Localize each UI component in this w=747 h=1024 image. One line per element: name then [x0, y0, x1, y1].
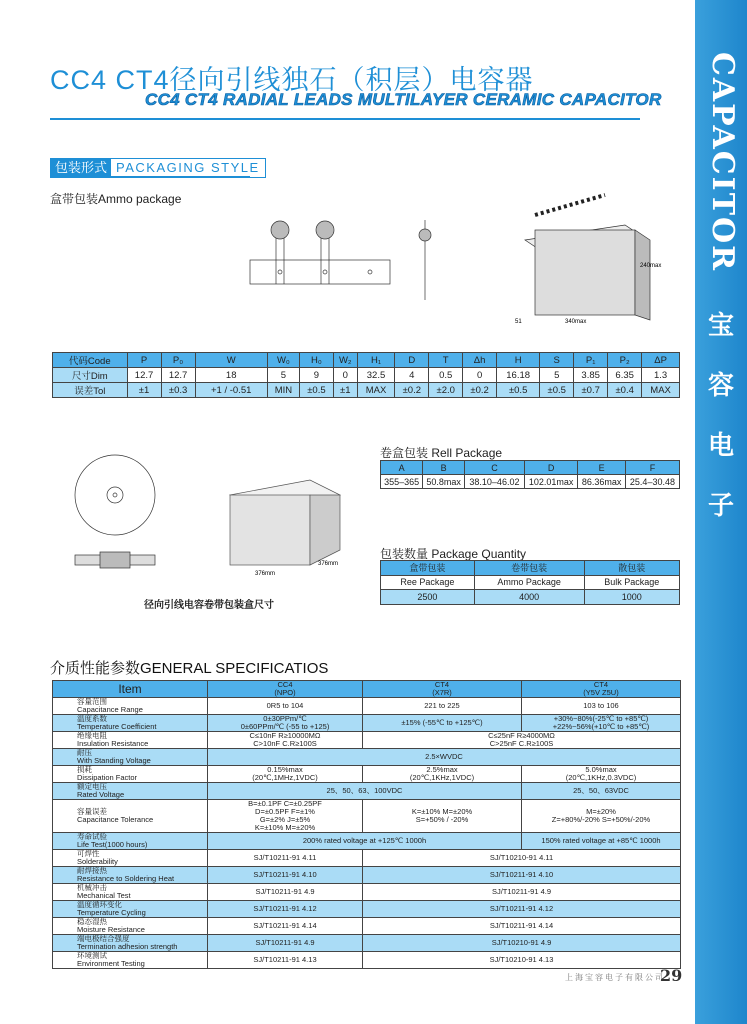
reel-caption: 径向引线电容卷带包装盒尺寸 [144, 600, 274, 611]
spec-row [53, 783, 681, 800]
item-en: Life Test(1000 hours) [77, 840, 148, 849]
column-header: B [423, 461, 465, 475]
item-cn: 容量误差 [77, 807, 107, 816]
table-header-row [53, 353, 680, 368]
spec-value: M=±20% Z=+80%/-20% S=+50%/-20% [522, 800, 681, 833]
item-cn: 端电极结合强度 [77, 934, 130, 943]
spec-item [53, 833, 208, 850]
table-cell: Bulk Package [584, 575, 679, 590]
table-cell: 3.85 [574, 368, 608, 383]
column-header: 代码Code [53, 353, 128, 368]
item-en: With Standing Voltage [77, 756, 151, 765]
table-cell: 6.35 [608, 368, 642, 383]
item-en: Dissipation Factor [77, 773, 138, 782]
column-header: W₂ [333, 353, 357, 368]
column-header: H [497, 353, 540, 368]
column-header: A [381, 461, 423, 475]
item-cn: 机械冲击 [77, 883, 107, 892]
table-row [381, 475, 680, 489]
table-cell: MIN [267, 383, 299, 398]
table-cell: 25.4–30.48 [625, 475, 679, 489]
spec-value: SJ/T10211-91 4.12 [208, 901, 363, 918]
spec-value: SJ/T10211-91 4.13 [208, 952, 363, 969]
spec-value: SJ/T10211-91 4.9 [208, 935, 363, 952]
band-title: CAPACITOR [705, 52, 740, 273]
table-cell: 12.7 [161, 368, 195, 383]
column-header: P₀ [161, 353, 195, 368]
spec-value: 0R5 to 104 [208, 698, 363, 715]
table-cell: ±0.5 [540, 383, 574, 398]
column-header: C [464, 461, 524, 475]
section-en: PACKAGING STYLE [116, 160, 260, 175]
spec-value: 150% rated voltage at +85℃ 1000h [522, 833, 681, 850]
spec-item [53, 918, 208, 935]
spec-item [53, 867, 208, 884]
spec-value: 5.0%max (20℃,1KHz,0.3VDC) [522, 766, 681, 783]
table-cell: +1 / -0.51 [195, 383, 267, 398]
spec-value: 2.5%max (20℃,1KHz,1VDC) [363, 766, 522, 783]
column-header: H₁ [357, 353, 395, 368]
table-header-row [381, 561, 680, 576]
spec-value: SJ/T10210-91 4.13 [363, 952, 681, 969]
table-cell: ±0.5 [497, 383, 540, 398]
table-cell: 355–365 [381, 475, 423, 489]
table-cell: ±0.5 [299, 383, 333, 398]
item-cn: 额定电压 [77, 782, 107, 791]
spec-value: C≤10nF R≥10000MΩ C>10nF C.R≥100S [208, 732, 363, 749]
item-cn: 耐焊接热 [77, 866, 107, 875]
spec-value: SJ/T10211-91 4.14 [363, 918, 681, 935]
band-char: 容 [707, 371, 734, 401]
spec-row [53, 800, 681, 833]
table-cell: 9 [299, 368, 333, 383]
item-en: Termination adhesion strength [77, 942, 178, 951]
spec-title: 介质性能参数GENERAL SPECIFICATIOS [50, 660, 329, 677]
spec-value: SJ/T10210-91 4.11 [363, 850, 681, 867]
table-cell: 86.36max [578, 475, 626, 489]
ammo-label: 盒带包装Ammo package [50, 192, 182, 206]
item-en: Insulation Resistance [77, 739, 149, 748]
spec-item [53, 732, 208, 749]
column-header: P₁ [574, 353, 608, 368]
item-cn: 温度循环变化 [77, 900, 122, 909]
spec-value: C≤25nF R≥4000MΩ C>25nF C.R≥100S [363, 732, 681, 749]
spec-value: SJ/T10211-91 4.11 [208, 850, 363, 867]
spec-item [53, 766, 208, 783]
item-cn: 可焊性 [77, 849, 100, 858]
page-title: CC4 CT4径向引线独石（积层）电容器 [50, 65, 534, 95]
reel-diagram [70, 450, 180, 590]
table-cell: 0.5 [429, 368, 463, 383]
spec-item [53, 715, 208, 732]
spec-value: 25、50、63、100VDC [208, 783, 522, 800]
table-cell: 5 [540, 368, 574, 383]
spec-item [53, 884, 208, 901]
table-cell: Ree Package [381, 575, 475, 590]
reel-box-diagram [220, 465, 360, 580]
table-cell: 16.18 [497, 368, 540, 383]
table-header-row [381, 461, 680, 475]
table-row [381, 590, 680, 605]
spec-value: 103 to 106 [522, 698, 681, 715]
spec-value: SJ/T10211-91 4.9 [363, 884, 681, 901]
table-cell: ±0.4 [608, 383, 642, 398]
spec-item [53, 901, 208, 918]
spec-row [53, 867, 681, 884]
spec-item [53, 800, 208, 833]
table-cell: 12.7 [127, 368, 161, 383]
spec-value: +30%~80%(-25℃ to +85℃) +22%~56%(+10℃ to +85℃) [522, 715, 681, 732]
qty-label: 包装数量 Package Quantity [380, 547, 527, 561]
quantity-table [380, 560, 680, 605]
reel-label: 卷盒包装 Rell Package [380, 446, 503, 460]
table-cell: Ammo Package [474, 575, 584, 590]
section-heading [50, 158, 266, 178]
box-depth-label: 51 [515, 319, 522, 325]
spec-value: K=±10% M=±20% S=+50% / -20% [363, 800, 522, 833]
column-header: W₀ [267, 353, 299, 368]
dimension-table [52, 352, 680, 398]
table-cell: 102.01max [524, 475, 577, 489]
item-en: Capacitance Tolerance [77, 815, 154, 824]
table-row [381, 575, 680, 590]
column-header: CT4 (X7R) [363, 681, 522, 698]
table-cell: ±1 [333, 383, 357, 398]
table-cell: MAX [357, 383, 395, 398]
ammo-tape-diagram [210, 200, 460, 310]
table-cell: 4 [395, 368, 429, 383]
item-en: Rated Voltage [77, 790, 125, 799]
table-cell: 38.10–46.02 [464, 475, 524, 489]
spec-value: 200% rated voltage at +125℃ 1000h [208, 833, 522, 850]
spec-row [53, 715, 681, 732]
table-cell: 5 [267, 368, 299, 383]
spec-row [53, 901, 681, 918]
column-header: S [540, 353, 574, 368]
spec-value: 25、50、63VDC [522, 783, 681, 800]
spec-row [53, 698, 681, 715]
item-cn: 容量范围 [77, 697, 107, 706]
item-cn: 寿命试验 [77, 832, 107, 841]
column-header: E [578, 461, 626, 475]
item-en: Capacitance Range [77, 705, 143, 714]
ammo-box-diagram [505, 185, 680, 330]
item-en: Environment Testing [77, 959, 145, 968]
spec-value: 2.5×WVDC [208, 749, 681, 766]
reel-table [380, 460, 680, 489]
table-cell: MAX [642, 383, 680, 398]
item-cn: 耐压 [77, 748, 92, 757]
spec-value: SJ/T10211-91 4.9 [208, 884, 363, 901]
spec-row [53, 766, 681, 783]
table-cell: 18 [195, 368, 267, 383]
column-header: 散包装 [584, 561, 679, 576]
table-cell: 0 [333, 368, 357, 383]
spec-row [53, 884, 681, 901]
table-cell: 1000 [584, 590, 679, 605]
spec-table [52, 680, 681, 969]
item-cn: 稳态湿热 [77, 917, 107, 926]
table-cell: ±0.3 [161, 383, 195, 398]
spec-item [53, 698, 208, 715]
band-char: 宝 [707, 311, 734, 341]
spec-value: SJ/T10211-91 4.14 [208, 918, 363, 935]
column-header: P [127, 353, 161, 368]
item-en: Solderability [77, 857, 118, 866]
table-cell: ±0.7 [574, 383, 608, 398]
spec-item [53, 749, 208, 766]
table-cell: ±1 [127, 383, 161, 398]
column-header: H₀ [299, 353, 333, 368]
company-name: 上海宝容电子有限公司 [565, 973, 665, 982]
spec-row [53, 935, 681, 952]
column-header: 卷带包装 [474, 561, 584, 576]
item-en: Temperature Cycling [77, 908, 146, 917]
table-cell: 误差Tol [53, 383, 128, 398]
page-number: 29 [660, 966, 683, 985]
section-rule [50, 176, 250, 177]
spec-value: SJ/T10211-91 4.10 [208, 867, 363, 884]
column-header: ΔP [642, 353, 680, 368]
table-header-row [53, 681, 681, 698]
reel-box-width: 376mm [255, 571, 276, 577]
spec-row [53, 749, 681, 766]
table-cell: 0 [463, 368, 497, 383]
spec-item [53, 850, 208, 867]
box-width-label: 340max [565, 319, 587, 325]
item-en: Moisture Resistance [77, 925, 145, 934]
item-cn: 温度系数 [77, 714, 107, 723]
spec-value: 221 to 225 [363, 698, 522, 715]
spec-row [53, 850, 681, 867]
table-cell: ±0.2 [463, 383, 497, 398]
spec-item [53, 935, 208, 952]
column-header: CC4 (NPO) [208, 681, 363, 698]
column-header: F [625, 461, 679, 475]
table-cell: ±2.0 [429, 383, 463, 398]
table-cell: 32.5 [357, 368, 395, 383]
column-header: T [429, 353, 463, 368]
table-row [53, 368, 680, 383]
item-cn: 环境测试 [77, 951, 107, 960]
spec-value: SJ/T10210-91 4.9 [363, 935, 681, 952]
column-header: 盒带包装 [381, 561, 475, 576]
page-subtitle: CC4 CT4 RADIAL LEADS MULTILAYER CERAMIC CAPACITOR [145, 90, 662, 109]
spec-item [53, 952, 208, 969]
table-cell: 4000 [474, 590, 584, 605]
spec-row [53, 833, 681, 850]
table-cell: 50.8max [423, 475, 465, 489]
section-cn: 包装形式 [51, 159, 111, 177]
column-header: Item [53, 681, 208, 698]
item-en: Mechanical Test [77, 891, 131, 900]
spec-value: SJ/T10211-91 4.12 [363, 901, 681, 918]
table-cell: 2500 [381, 590, 475, 605]
item-cn: 损耗 [77, 765, 92, 774]
spec-value: SJ/T10211-91 4.10 [363, 867, 681, 884]
column-header: P₂ [608, 353, 642, 368]
table-row [53, 383, 680, 398]
spec-value: ±15% (-55℃ to +125℃) [363, 715, 522, 732]
title-rule [50, 118, 640, 120]
item-cn: 绝缘电阻 [77, 731, 107, 740]
column-header: W [195, 353, 267, 368]
spec-item [53, 783, 208, 800]
spec-value: B=±0.1PF C=±0.25PF D=±0.5PF F=±1% G=±2% J=±5% K=±10% M=±20% [208, 800, 363, 833]
spec-row [53, 952, 681, 969]
column-header: D [524, 461, 577, 475]
table-cell: 尺寸Dim [53, 368, 128, 383]
spec-row [53, 732, 681, 749]
band-char: 电 [707, 431, 734, 461]
column-header: Δh [463, 353, 497, 368]
box-height-label: 240max [640, 263, 662, 269]
column-header: CT4 (Y5V Z5U) [522, 681, 681, 698]
spec-value: 0.15%max (20℃,1MHz,1VDC) [208, 766, 363, 783]
column-header: D [395, 353, 429, 368]
reel-box-depth: 376mm [318, 561, 339, 567]
item-en: Resistance to Soldering Heat [77, 874, 175, 883]
spec-value: 0±30PPm/℃ 0±60PPm/℃ (-55 to +125) [208, 715, 363, 732]
table-cell: ±0.2 [395, 383, 429, 398]
item-en: Temperature Coefficient [77, 722, 157, 731]
band-char: 子 [707, 491, 734, 521]
spec-row [53, 918, 681, 935]
table-cell: 1.3 [642, 368, 680, 383]
